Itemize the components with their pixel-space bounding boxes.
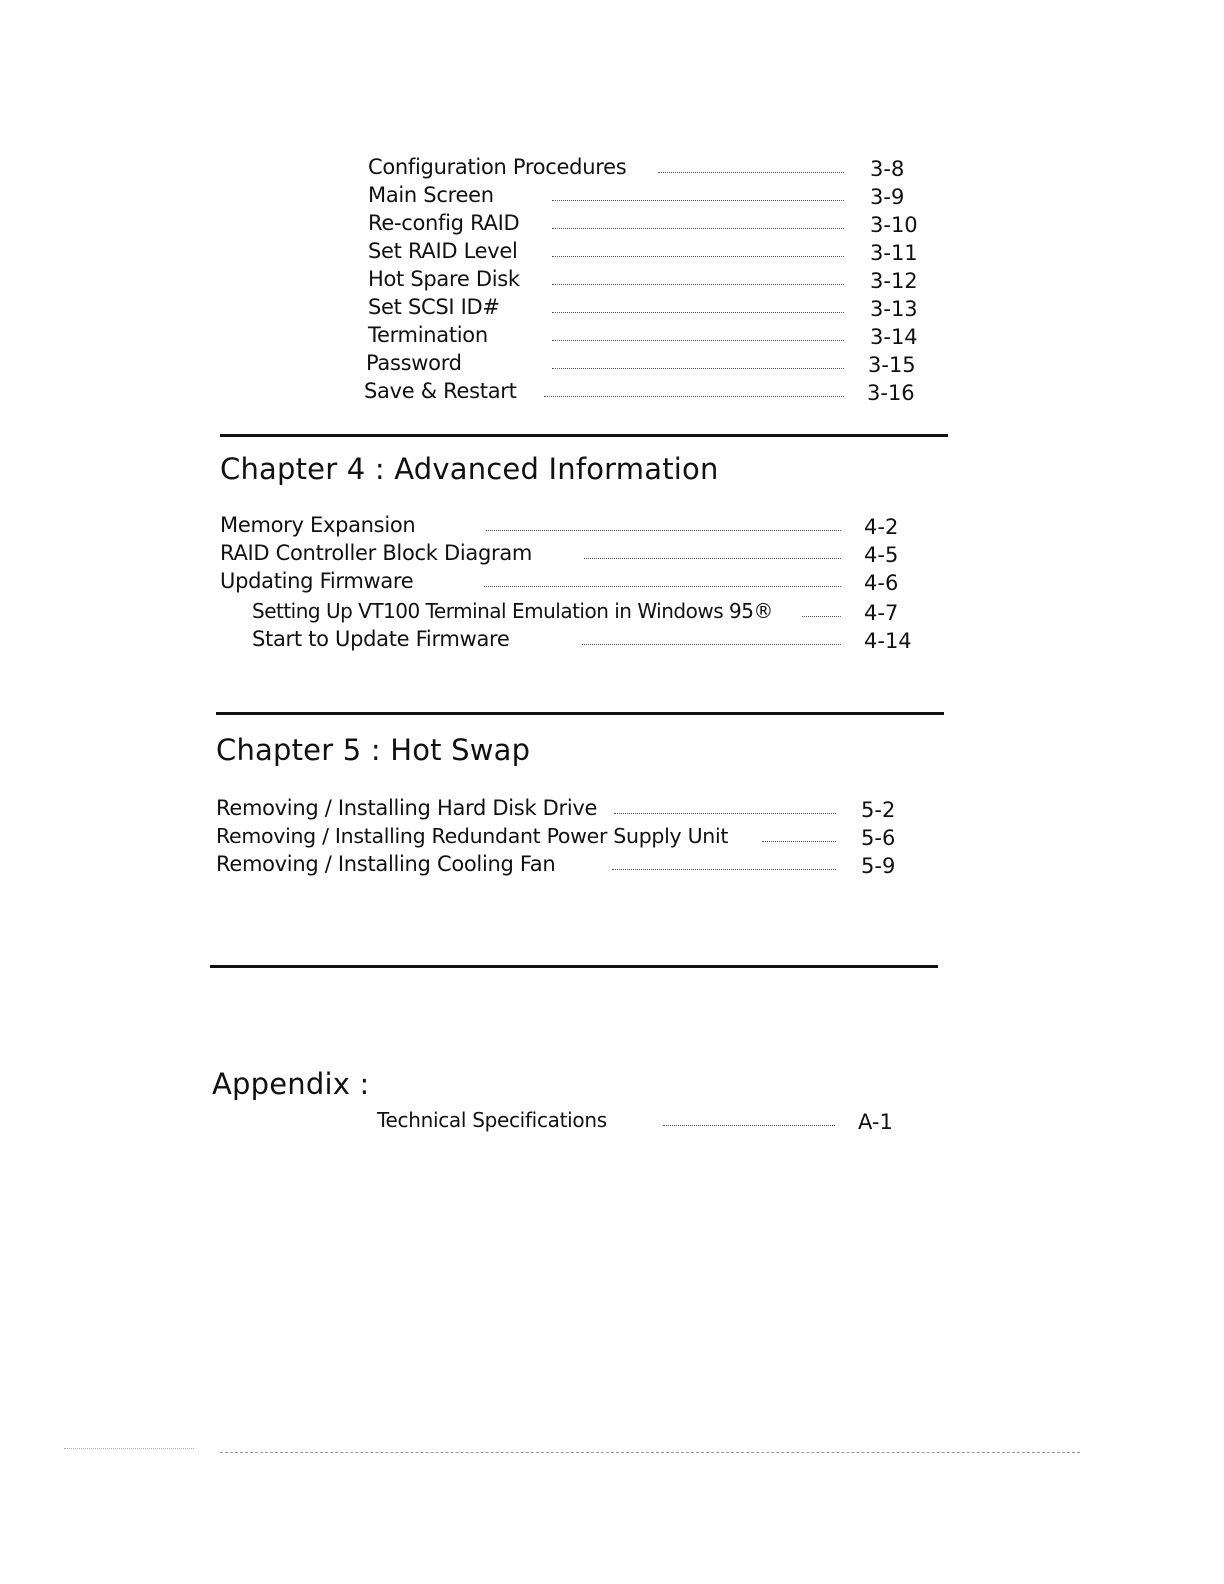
toc-entry-page: 5-9 xyxy=(861,854,896,878)
toc-entry-label: Hot Spare Disk xyxy=(368,267,520,291)
toc-entry[interactable] xyxy=(216,850,906,878)
dot-leader xyxy=(552,256,844,257)
toc-entry-label: Memory Expansion xyxy=(220,513,416,537)
scan-artifact xyxy=(64,1448,194,1449)
toc-entry[interactable] xyxy=(216,822,906,850)
toc-entry[interactable] xyxy=(368,153,918,181)
dot-leader xyxy=(552,228,844,229)
toc-entry-page: 3-11 xyxy=(870,241,918,265)
toc-entry-page: 3-9 xyxy=(870,185,905,209)
toc-entry-label: Start to Update Firmware xyxy=(252,627,510,651)
dot-leader xyxy=(582,644,841,645)
chapter-heading: Chapter 5 : Hot Swap xyxy=(216,733,531,767)
toc-entry-label: Updating Firmware xyxy=(220,569,414,593)
toc-entry-label: Set SCSI ID# xyxy=(368,295,500,319)
dot-leader xyxy=(663,1125,835,1126)
toc-entry-page: 3-15 xyxy=(868,353,916,377)
dot-leader xyxy=(552,284,844,285)
toc-entry-page: 3-8 xyxy=(870,157,905,181)
toc-entry[interactable] xyxy=(252,625,916,653)
dot-leader xyxy=(584,558,841,559)
toc-entry[interactable] xyxy=(252,597,910,625)
dot-leader xyxy=(614,813,836,814)
toc-entry-page: 4-14 xyxy=(864,629,912,653)
toc-entry-page: 3-12 xyxy=(870,269,918,293)
dot-leader xyxy=(762,841,836,842)
toc-entry-page: 3-10 xyxy=(870,213,918,237)
dot-leader xyxy=(486,530,841,531)
toc-entry-label: RAID Controller Block Diagram xyxy=(220,541,533,565)
toc-entry-label: Configuration Procedures xyxy=(368,155,627,179)
dot-leader xyxy=(552,200,844,201)
dot-leader xyxy=(552,312,844,313)
toc-entry-label: Setting Up VT100 Terminal Emulation in Windows 95® xyxy=(252,599,773,623)
toc-entry[interactable] xyxy=(368,265,918,293)
dot-leader xyxy=(802,616,841,617)
toc-entry-page: A-1 xyxy=(858,1110,893,1134)
toc-entry-label: Termination xyxy=(368,323,488,347)
section-divider xyxy=(216,712,944,715)
toc-entry[interactable] xyxy=(220,511,910,539)
toc-entry-page: 4-7 xyxy=(864,601,899,625)
dot-leader xyxy=(658,172,844,173)
toc-entry-page: 3-14 xyxy=(870,325,918,349)
appendix-heading: Appendix : xyxy=(212,1067,370,1101)
toc-entry-page: 5-2 xyxy=(861,798,896,822)
toc-entry[interactable] xyxy=(220,567,910,595)
toc-entry[interactable] xyxy=(377,1106,897,1134)
toc-entry-label: Technical Specifications xyxy=(377,1108,607,1132)
dot-leader xyxy=(552,368,844,369)
section-divider xyxy=(210,965,938,968)
section-divider xyxy=(220,434,948,437)
toc-entry-page: 5-6 xyxy=(861,826,896,850)
scan-artifact xyxy=(220,1452,1080,1453)
toc-entry[interactable] xyxy=(368,293,918,321)
toc-entry[interactable] xyxy=(366,349,918,377)
toc-entry-page: 3-16 xyxy=(867,381,915,405)
toc-entry-label: Set RAID Level xyxy=(368,239,518,263)
toc-entry-page: 4-6 xyxy=(864,571,899,595)
toc-entry-label: Password xyxy=(366,351,462,375)
toc-entry-label: Removing / Installing Redundant Power Supply Unit xyxy=(216,824,729,848)
toc-entry[interactable] xyxy=(368,181,918,209)
chapter-heading: Chapter 4 : Advanced Information xyxy=(220,452,719,486)
toc-entry[interactable] xyxy=(368,321,918,349)
toc-entry[interactable] xyxy=(368,237,918,265)
toc-entry-label: Re-config RAID xyxy=(368,211,520,235)
toc-entry-label: Removing / Installing Hard Disk Drive xyxy=(216,796,598,820)
toc-entry[interactable] xyxy=(364,377,918,405)
toc-entry-page: 4-5 xyxy=(864,543,899,567)
dot-leader xyxy=(484,586,841,587)
dot-leader xyxy=(552,340,844,341)
toc-entry-page: 4-2 xyxy=(864,515,899,539)
toc-entry-page: 3-13 xyxy=(870,297,918,321)
toc-entry[interactable] xyxy=(220,539,910,567)
toc-entry-label: Main Screen xyxy=(368,183,494,207)
toc-entry[interactable] xyxy=(216,794,906,822)
dot-leader xyxy=(612,869,836,870)
dot-leader xyxy=(544,396,844,397)
toc-entry-label: Removing / Installing Cooling Fan xyxy=(216,852,556,876)
toc-entry[interactable] xyxy=(368,209,918,237)
toc-entry-label: Save & Restart xyxy=(364,379,517,403)
